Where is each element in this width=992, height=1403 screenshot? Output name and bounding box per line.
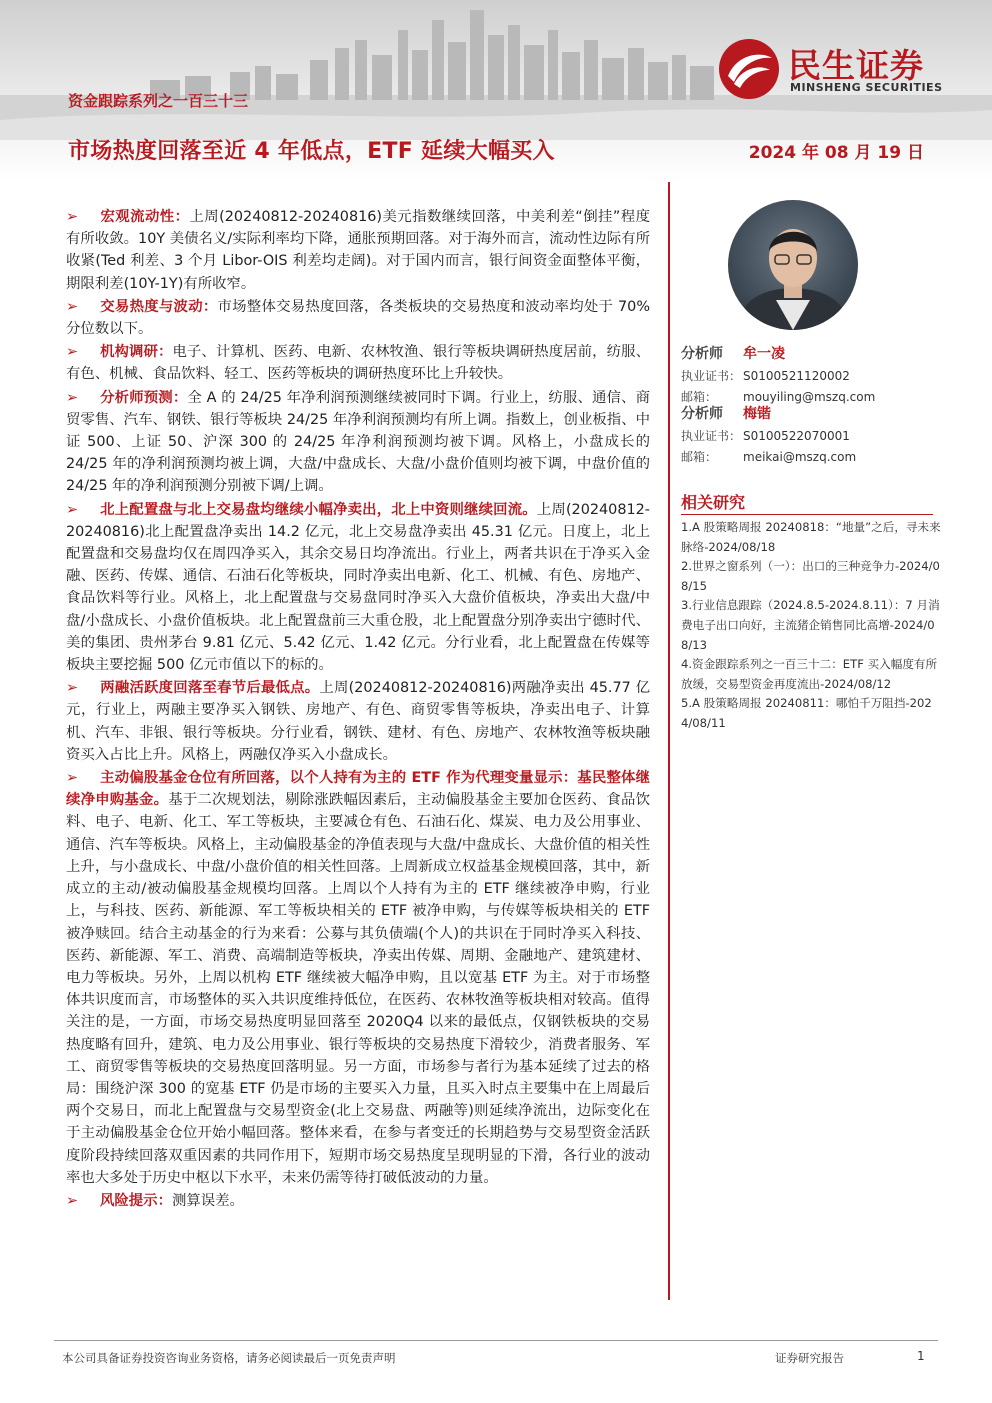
analyst-photo xyxy=(728,200,858,330)
paragraph-text: 上周(20240812-20240816)北上配置盘净卖出 14.2 亿元，北上交易盘净卖出 45.31 亿元。日度上，北上配置盘和交易盘均仅在周四净买入，其余交易日均净流出。行业上，两者共识在于净买入金融、医药、传媒、通信、石油石化等板块，同时净卖出电新、化工、机械、有色、房地产、食品饮料等行业。风格上，北上配置盘与交易盘同时净买入大盘价值板块，净卖出大盘/中盘/小盘成长、小盘价值板块。北上配置盘前三大重仓股，北上配置盘分别净卖出宁德时代、美的集团、贵州茅台 9.81 亿元、5.42 亿元、1.42 亿元。分行业看，北上配置盘在传媒等板块主要挖掘 500 亿元市值以下的标的。 xyxy=(66,501,650,674)
paragraph-text: 基于二次规划法，剔除涨跌幅因素后，主动偏股基金主要加仓医药、食品饮料、电子、电新、化工、军工等板块，主要减仓有色、石油石化、煤炭、电力及公用事业、通信、汽车等板块。风格上，主动偏股基金的净值表现与大盘/中盘成长、大盘价值的相关性上升，与小盘成长、中盘/小盘价值的相关性回落。上周新成立权益基金规模回落，其中，新成立的主动/被动偏股基金规模均回落。上周以个人持有为主的 ETF 继续被净申购，行业上，与科技、医药、新能源、军工等板块相关的 ETF 被净申购，与传媒等板块相关的 ETF 被净赎回。结合主动基金的行为来看：公募与其负债端(个人)的共识在于同时净买入科技、医药、新能源、军工、消费、高端制造等板块，净卖出传媒、周期、金融地产、建筑建材、电力等板块。另外，上周以机构 ETF 继续被大幅净申购，且以宽基 ETF 为主。对于市场整体共识度而言，市场整体的买入共识度维持低位，在医药、农林牧渔等板块相对较高。值得关注的是，一方面，市场交易热度明显回落至 2020Q4 以来的最低点，仅钢铁板块的交易热度略有回升，建筑、电力及公用事业、银行等板块的交易热度下滑较少，消费者服务、军工、商贸零售等板块的交易热度回落明显。另一方面，市场参与者行为基本延续了过去的格局：围绕沪深 300 的宽基 ETF 仍是市场的主要买入力量，且买入时点主要集中在上周最后两个交易日，而北上配置盘与交易型资金(北上交易盘、两融等)则延续净流出，边际变化在于主动偏股基金仓位开始小幅回落。整体来看，在参与者变迁的长期趋势与交易型资金活跃度阶段持续回落双重因素的共同作用下，短期市场交易热度呈现明显的下滑，各行业的波动率也大多处于历史中枢以下水平，未来仍需等待打破低波动的力量。 xyxy=(66,792,650,1186)
related-item[interactable]: 1.A 股策略周报 20240818：“地量”之后，寻未来脉络-2024/08/18 xyxy=(681,520,941,554)
logo-chinese-name: 民生证券 xyxy=(788,46,924,85)
report-header xyxy=(0,0,992,182)
summary-body xyxy=(66,206,650,1213)
paragraph-research-visits xyxy=(66,341,650,385)
bullet-arrow-icon: ➢ xyxy=(66,501,79,518)
paragraph-analyst-forecast xyxy=(66,387,650,498)
footer-doc-type: 证券研究报告 xyxy=(775,1351,844,1365)
paragraph-heading: 宏观流动性： xyxy=(100,209,190,225)
paragraph-text: 上周(20240812-20240816)两融净卖出 45.77 亿元，行业上，两融主要净买入钢铁、房地产、有色、商贸零售等板块，净卖出电子、计算机、汽车、非银、银行等板块。分行业看，钢铁、建材、有色、房地产、农林牧渔等板块融资买入占比上升。风格上，两融仅净买入小盘成长。 xyxy=(66,680,650,763)
paragraph-text: 市场整体交易热度回落，各类板块的交易热度和波动率均处于 70%分位数以下。 xyxy=(66,298,650,338)
related-research-title: 相关研究 xyxy=(681,493,746,512)
paragraph-heading: 两融活跃度回落至春节后最低点。 xyxy=(100,680,320,697)
bullet-arrow-icon: ➢ xyxy=(66,344,79,361)
paragraph-trading-heat xyxy=(66,296,650,340)
paragraph-active-funds xyxy=(66,767,650,1189)
paragraph-text: 全 A 的 24/25 年净利润预测继续被同时下调。行业上，纺服、通信、商贸零售、汽车、钢铁、银行等板块 24/25 年净利润预测均有所上调。指数上，创业板指、中证 500、上证 50、沪深 300 的 24/25 年净利润预测均被下调。风格上，小盘成长的 24/25 年的净利润预测均被上调，大盘/中盘成长、大盘/小盘价值则均被下调，中盘价值的 24/25 年的净利润预测分别被下调/上调。 xyxy=(66,389,650,495)
report-title: 市场热度回落至近 4 年低点，ETF 延续大幅买入 xyxy=(68,139,555,164)
cert-label: 执业证书： xyxy=(681,369,742,383)
bullet-arrow-icon: ➢ xyxy=(66,209,79,225)
paragraph-text: 测算误差。 xyxy=(171,1192,244,1209)
column-divider xyxy=(668,182,670,1300)
analyst-role: 分析师 xyxy=(681,346,723,362)
related-item[interactable]: 2.世界之窗系列（一）：出口的三种竞争力-2024/08/15 xyxy=(681,559,940,593)
logo-english-name: MINSHENG SECURITIES xyxy=(790,81,943,94)
paragraph-risk xyxy=(66,1190,650,1212)
paragraph-text: 电子、计算机、医药、电新、农林牧渔、银行等板块调研热度居前，纺服、有色、机械、食品饮料、轻工、医药等板块的调研热度环比上升较快。 xyxy=(66,344,650,383)
paragraph-heading: 北上配置盘与北上交易盘均继续小幅净卖出，北上中资则继续回流。 xyxy=(100,501,537,518)
paragraph-heading: 分析师预测： xyxy=(100,389,188,406)
bullet-arrow-icon: ➢ xyxy=(66,1192,79,1209)
analyst-block-2 xyxy=(681,403,856,465)
paragraph-heading: 主动偏股基金仓位有所回落，以个人持有为主的 ETF 作为代理变量显示：基民整体继续净申购基金。 xyxy=(66,770,650,809)
cert-label: 执业证书： xyxy=(681,429,742,443)
footer-divider xyxy=(54,1340,938,1341)
related-research-list xyxy=(681,518,941,734)
bullet-arrow-icon: ➢ xyxy=(66,680,79,697)
report-date: 2024 年 08 月 19 日 xyxy=(748,143,924,163)
analyst-email[interactable]: meikai@mszq.com xyxy=(743,450,857,464)
paragraph-text: 上周(20240812-20240816)美元指数继续回落，中美利差“倒挂”程度有所收敛。10Y 美债名义/实际利率均下降，通胀预期回落。对于海外而言，流动性边际有所收紧(Ted 利差、3 个月 Libor-OIS 利差均走阔)。对于国内而言，银行间资金面整体平衡，期限利差(10Y-1Y)有所收窄。 xyxy=(66,209,650,292)
cert-number: S0100522070001 xyxy=(743,429,850,443)
analyst-name: 牟一凌 xyxy=(743,346,785,362)
bullet-arrow-icon: ➢ xyxy=(66,389,79,406)
footer-disclaimer: 本公司具备证券投资咨询业务资格，请务必阅读最后一页免责声明 xyxy=(62,1351,396,1365)
paragraph-heading: 机构调研： xyxy=(100,344,173,361)
related-item[interactable]: 3.行业信息跟踪（2024.8.5-2024.8.11）：7 月消费电子出口向好，主流猪企销售同比高增-2024/08/13 xyxy=(681,598,940,652)
bullet-arrow-icon: ➢ xyxy=(66,770,79,787)
analyst-block-1 xyxy=(681,343,875,405)
analyst-portrait-image xyxy=(728,200,858,330)
series-title: 资金跟踪系列之一百三十三 xyxy=(68,92,249,110)
email-label: 邮箱： xyxy=(681,390,718,404)
related-item[interactable]: 4.资金跟踪系列之一百三十二：ETF 买入幅度有所放缓，交易型资金再度流出-2024/08/12 xyxy=(681,657,938,691)
paragraph-liquidity xyxy=(66,206,650,295)
minsheng-logo xyxy=(718,38,968,98)
email-label: 邮箱： xyxy=(681,450,718,464)
analyst-name: 梅锴 xyxy=(743,406,771,422)
cert-number: S0100521120002 xyxy=(743,369,850,383)
analyst-email[interactable]: mouyiling@mszq.com xyxy=(743,390,876,404)
related-item[interactable]: 5.A 股策略周报 20240811：哪怕千万阻挡-2024/08/11 xyxy=(681,696,932,730)
paragraph-northbound xyxy=(66,499,650,677)
minsheng-logo-icon xyxy=(718,38,780,100)
related-research-divider xyxy=(681,514,933,515)
paragraph-heading: 风险提示： xyxy=(100,1192,172,1209)
paragraph-margin-trading xyxy=(66,677,650,766)
analyst-role: 分析师 xyxy=(681,406,723,422)
bullet-arrow-icon: ➢ xyxy=(66,298,79,315)
page-number: 1 xyxy=(917,1349,925,1363)
paragraph-heading: 交易热度与波动： xyxy=(100,298,218,315)
